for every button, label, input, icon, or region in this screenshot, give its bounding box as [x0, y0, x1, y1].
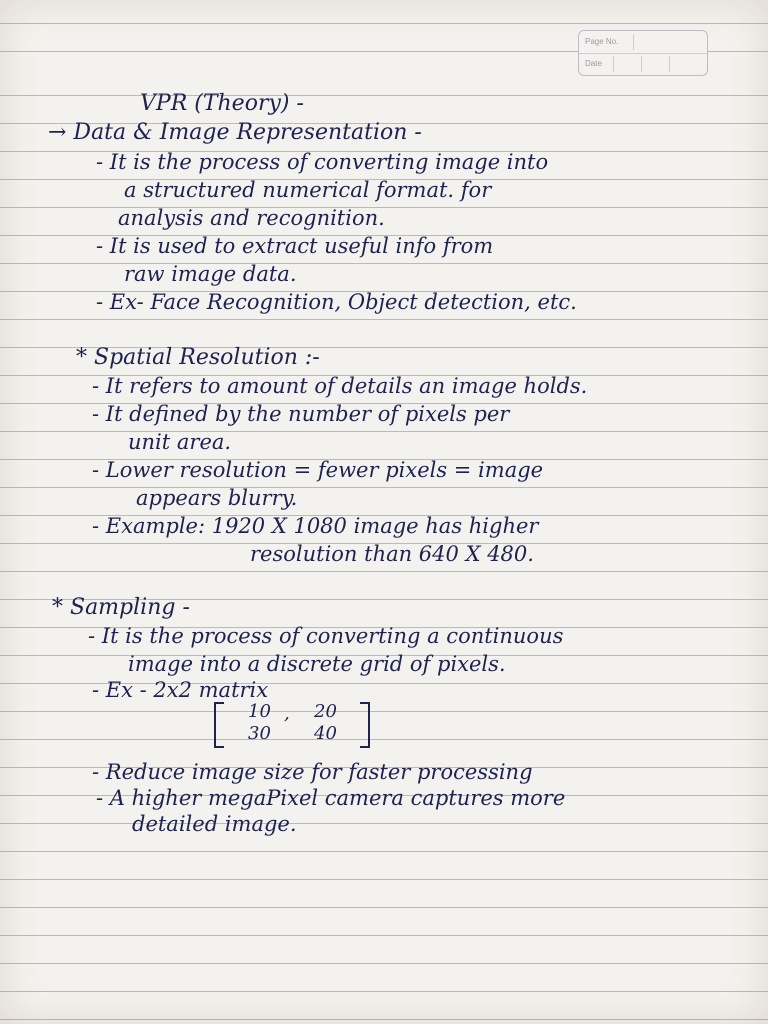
note-line: a structured numerical format. for — [124, 178, 492, 202]
page-no-row — [579, 31, 707, 54]
sampling-matrix — [214, 702, 370, 746]
note-line: - It refers to amount of details an image holds. — [92, 374, 588, 398]
note-line: raw image data. — [124, 262, 297, 286]
note-line: - A higher megaPixel camera captures more — [96, 786, 566, 810]
note-line: appears blurry. — [136, 486, 298, 510]
matrix-cell: 40 — [314, 723, 337, 744]
right-bracket — [360, 702, 370, 748]
left-bracket — [214, 702, 224, 748]
page-no-label: Page No. — [585, 37, 619, 46]
note-line: - Lower resolution = fewer pixels = image — [92, 458, 544, 482]
note-line: unit area. — [128, 430, 232, 454]
date-label: Date — [585, 59, 602, 68]
section-heading-data-image: → Data & Image Representation - — [48, 120, 422, 145]
matrix-cell: 10 — [248, 701, 271, 722]
note-line: detailed image. — [132, 812, 297, 836]
matrix-cell: 30 — [248, 723, 271, 744]
note-line: - Ex- Face Recognition, Object detection, etc. — [96, 290, 577, 314]
note-line: - It is the process of converting a continuous — [88, 624, 564, 648]
matrix-comma: , — [284, 703, 290, 724]
matrix-cell: 20 — [314, 701, 337, 722]
note-line: - It defined by the number of pixels per — [92, 402, 510, 426]
note-line: analysis and recognition. — [118, 206, 385, 230]
note-line: - Ex - 2x2 matrix — [92, 678, 269, 702]
note-line: resolution than 640 X 480. — [250, 542, 534, 566]
note-line: - Reduce image size for faster processing — [92, 760, 533, 784]
note-line: - It is used to extract useful info from — [96, 234, 494, 258]
note-line: - Example: 1920 X 1080 image has higher — [92, 514, 539, 538]
section-heading-spatial-resolution: * Spatial Resolution :- — [76, 345, 320, 370]
note-line: - It is the process of converting image into — [96, 150, 549, 174]
note-line: image into a discrete grid of pixels. — [128, 652, 506, 676]
page-date-box — [578, 30, 708, 76]
page-title: VPR (Theory) - — [140, 91, 304, 116]
section-heading-sampling: * Sampling - — [52, 595, 190, 620]
date-row — [579, 53, 707, 75]
